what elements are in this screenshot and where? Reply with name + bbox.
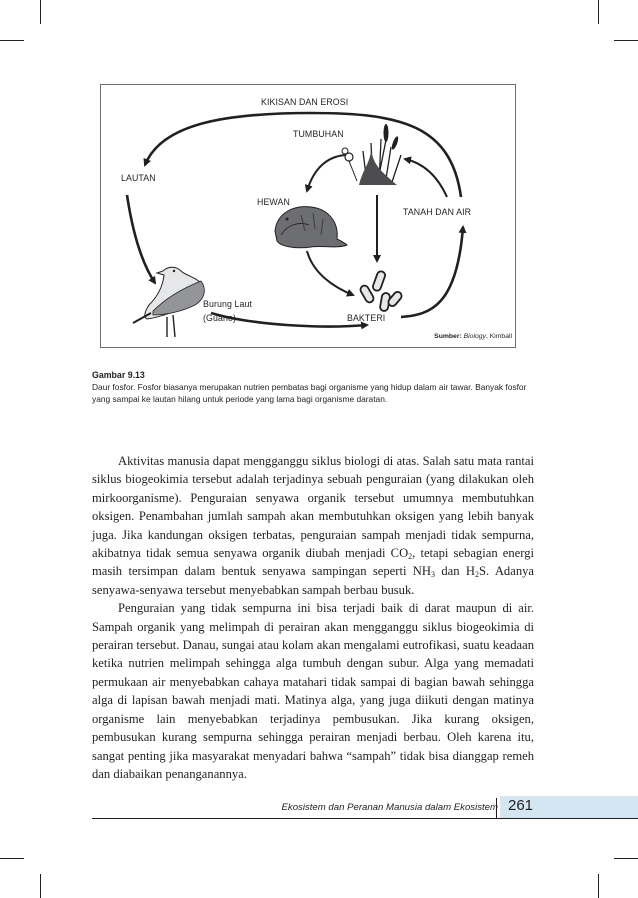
label-tumbuhan: TUMBUHAN — [293, 129, 344, 139]
source-author: , Kimball — [485, 333, 512, 340]
marmot-icon — [275, 207, 347, 248]
paragraph-2: Penguraian yang tidak sempurna ini bisa terjadi baik di darat maupun di air. Sampah organik yang melimpah di perairan akan mengganggu siklus biogeokimia di perairan tersebut. Danau, sungai atau kolam akan mengalami eutrofikasi, suatu keadaan ketika nutrien melimpah sehingga alga tumbuh dengan subur. Alga yang memadati permukaan air menyebabkan cahaya matahari tidak sampai di bagian bawah sehingga alga di lapisan bawah menjadi mati. Matinya alga, yang juga diikuti dengan matinya organisme lain menyebabkan terjadinya pembusukan. Jika kurang oksigen, pembusukan kurang sempurna sehingga perairan menjadi berbau. Oleh karena itu, sangat penting jika masyarakat menyadari bahwa “sampah” tidak bisa dianggap remeh dan diabaikan penanganannya. — [92, 601, 534, 781]
plant-icon — [342, 124, 401, 185]
caption-text: Daur fosfor. Fosfor biasanya merupakan nutrien pembatas bagi organisme yang hidup dalam air tawar. Banyak fosfor yang sampai ke lautan hilang untuk periode yang lama bagi organisme daratan. — [92, 382, 527, 404]
animal-to-bacteria-arrow — [307, 251, 353, 295]
bacteria-to-soil-arrow — [401, 227, 463, 317]
label-tanah-dan-air: TANAH DAN AIR — [403, 207, 472, 217]
body-text — [92, 452, 534, 783]
phosphorus-cycle-figure — [100, 84, 516, 348]
crop-mark-top-left-h — [0, 40, 24, 41]
page-footer — [92, 796, 638, 820]
figure-source — [434, 333, 512, 340]
soil-to-plant-arrow — [405, 159, 447, 197]
label-burung-laut: Burung Laut — [203, 299, 253, 309]
p1-sub-h2s: 2 — [475, 570, 480, 580]
crop-mark-bottom-left-v — [40, 874, 41, 898]
crop-mark-bottom-right-h — [614, 858, 638, 859]
plant-to-animal-arrow — [307, 155, 345, 191]
crop-mark-top-right-h — [614, 40, 638, 41]
label-lautan: LAUTAN — [121, 173, 156, 183]
seagull-icon — [133, 267, 204, 337]
figure-caption — [92, 370, 540, 405]
p1-part-b: , tetapi sebagian energi masih tersimpan dalam bentuk senyawa sampingan seperti NH — [92, 546, 534, 579]
caption-title: Gambar 9.13 — [92, 370, 145, 380]
p1-part-c: dan H — [435, 564, 476, 579]
crop-mark-top-left-v — [40, 0, 41, 24]
p1-sub-co2: 2 — [408, 552, 413, 562]
page-number: 261 — [508, 797, 534, 814]
p1-part-a: Aktivitas manusia dapat mengganggu siklus biologi di atas. Salah satu mata rantai siklus biogeokimia tersebut adalah terjadinya sebuah penguraian (yang dilakukan oleh mirkoorganisme). Penguraian senyawa organik tersebut umumnya membutuhkan oksigen. Penambahan jumlah sampah akan membutuhkan oksigen yang lebih banyak juga. Jika kandungan oksigen terbatas, penguraian sampah menjadi tidak sempurna, akibatnya tidak semua senyawa organik diubah menjadi CO — [92, 454, 534, 561]
footer-chapter-title: Ekosistem dan Peranan Manusia dalam Ekosistem — [281, 802, 498, 813]
erosion-arrow — [145, 113, 461, 197]
label-guano: (Guano) — [203, 313, 236, 323]
label-bakteri: BAKTERI — [347, 313, 386, 323]
bacteria-icon — [359, 270, 403, 311]
crop-mark-bottom-left-h — [0, 858, 24, 859]
ocean-to-bird-arrow — [127, 195, 155, 283]
paragraph-1 — [92, 452, 534, 599]
crop-mark-top-right-v — [598, 0, 599, 24]
p1-sub-nh3: 3 — [431, 570, 435, 580]
footer-rule — [92, 818, 638, 819]
source-label: Sumber: — [434, 333, 462, 340]
label-hewan: HEWAN — [257, 197, 290, 207]
crop-mark-bottom-right-v — [598, 874, 599, 898]
label-kikisan: KIKISAN DAN EROSI — [261, 97, 349, 107]
source-title: Biology — [463, 333, 486, 340]
p1-part-d: S. Adanya senyawa-senyawa tersebut menyebabkan sampah berbau busuk. — [92, 564, 534, 597]
